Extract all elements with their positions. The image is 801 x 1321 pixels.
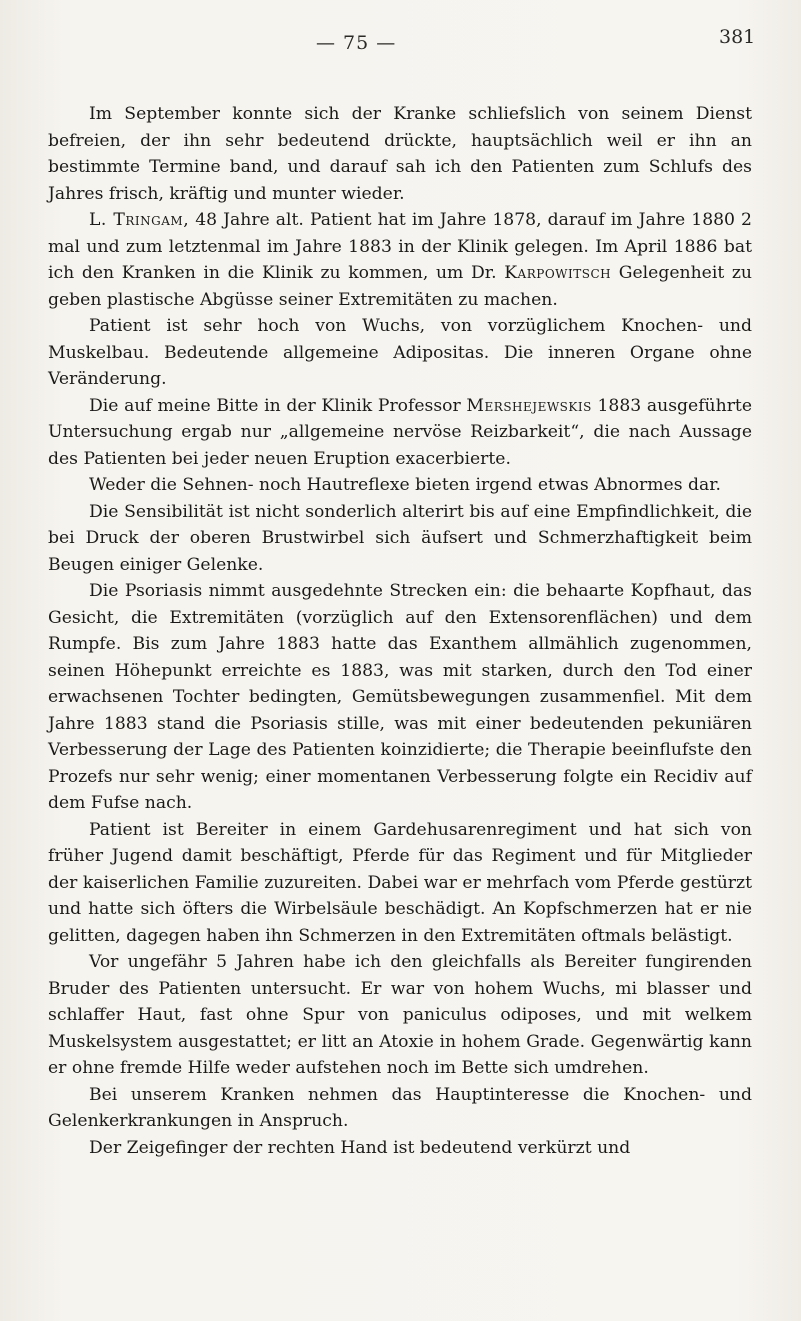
doctor-name: Karpowitsch: [504, 263, 612, 283]
paragraph-text: Vor ungefähr 5 Jahren habe ich den gleichfalls als Bereiter fungirenden Bruder des Patienten untersucht. Er war von hohem Wuchs, mi blasser und schlaffer Haut, fast ohne Spur von paniculus odiposes, und mit welkem Muskelsystem ausgestattet; er litt an Atoxie in hohem Grade. Gegenwärtig kann er ohne fremde Hilfe weder aufstehen noch im Bette sich umdrehen.: [48, 952, 752, 1078]
paragraph-case-intro: [48, 207, 752, 313]
professor-name: Mershejewskis: [466, 395, 592, 416]
paragraph-reflexes: [48, 472, 752, 499]
page-number: 381: [719, 26, 756, 48]
paragraph-text-continued: Gelegenheit zu geben plastische Abgüsse seiner Extremitäten zu machen.: [48, 263, 753, 310]
paragraph-index-finger: [48, 1135, 752, 1162]
paragraph-bones-joints: [48, 1082, 752, 1135]
paragraph-brother: [48, 949, 752, 1082]
body-text: [48, 101, 752, 1161]
paragraph-text: Die Psoriasis nimmt ausgedehnte Strecken ein: die behaarte Kopfhaut, das Gesicht, die Extremitäten (vorzüglich auf den Extensorenflächen) und dem Rumpfe. Bis zum Jahre 1883 hatte das Exanthem allmählich zugenommen, seinen Höhepunkt erreichte es 1883, was mit starken, durch den Tod einer erwachsenen Tochter bedingten, Gemütsbewegungen zusammenfiel. Mit dem Jahre 1883 stand die Psoriasis stille, was mit einer bedeutenden pekuniären Verbesserung der Lage des Patienten koinzidierte; die Therapie beeinflufste den Prozefs nur sehr wenig; einer momentanen Verbesserung folgte ein Recidiv auf dem Fufse nach.: [48, 581, 752, 813]
paragraph-text: Patient ist sehr hoch von Wuchs, von vorzüglichem Knochen- und Muskelbau. Bedeutende allgemeine Adipositas. Die inneren Organe ohne Veränderung.: [48, 316, 752, 389]
patient-name: L. Tringam,: [89, 210, 190, 230]
paragraph-text: Im September konnte sich der Kranke schliefslich von seinem Dienst befreien, der ihn sehr bedeutend drückte, hauptsächlich weil er ihn an bestimmte Termine band, und darauf sah ich den Patienten zum Schlufs des Jahres frisch, kräftig und munter wieder.: [48, 104, 752, 204]
paragraph-text: Die auf meine Bitte in der Klinik Professor: [89, 395, 467, 416]
paragraph-text-continued: 1883 ausgeführte Untersuchung ergab nur „allgemeine nervöse Reizbarkeit“, die nach Aussage des Patienten bei jeder neuen Eruption exacerbierte.: [48, 395, 752, 469]
paragraph-sensibility: [48, 499, 752, 579]
paragraph-psoriasis: [48, 578, 752, 817]
paragraph-physique: [48, 313, 752, 393]
folio-number: — 75 —: [316, 32, 397, 54]
paragraph-text: Bei unserem Kranken nehmen das Hauptinteresse die Knochen- und Gelenkerkrankungen in Anspruch.: [48, 1084, 752, 1131]
paragraph-text: Die Sensibilität ist nicht sonderlich alterirt bis auf eine Empfindlichkeit, die bei Druck der oberen Brustwirbel sich äufsert und Schmerzhaftigkeit beim Beugen einiger Gelenke.: [48, 501, 752, 575]
paragraph-occupation: [48, 817, 752, 950]
paragraph-discharge: [48, 101, 752, 207]
paragraph-text: Patient ist Bereiter in einem Gardehusarenregiment und hat sich von früher Jugend damit beschäftigt, Pferde für das Regiment und für Mitglieder der kaiserlichen Familie zuzureiten. Dabei war er mehrfach vom Pferde gestürzt und hatte sich öfters die Wirbelsäule beschädigt. An Kopfschmerzen hat er nie gelitten, dagegen haben ihn Schmerzen in den Extremitäten oftmals belästigt.: [48, 819, 752, 946]
page-header: [0, 26, 801, 66]
paragraph-text: Der Zeigefinger der rechten Hand ist bedeutend verkürzt und: [89, 1137, 631, 1158]
paragraph-text: 48 Jahre alt. Patient hat im Jahre 1878, darauf im Jahre 1880 2 mal und zum letztenmal im Jahre 1883 in der Klinik gelegen. Im April 1886 bat ich den Kranken in die Klinik zu kommen, um Dr.: [48, 210, 752, 283]
paragraph-examination: [48, 393, 752, 473]
paragraph-text: Weder die Sehnen- noch Hautreflexe bieten irgend etwas Abnormes dar.: [89, 475, 722, 495]
